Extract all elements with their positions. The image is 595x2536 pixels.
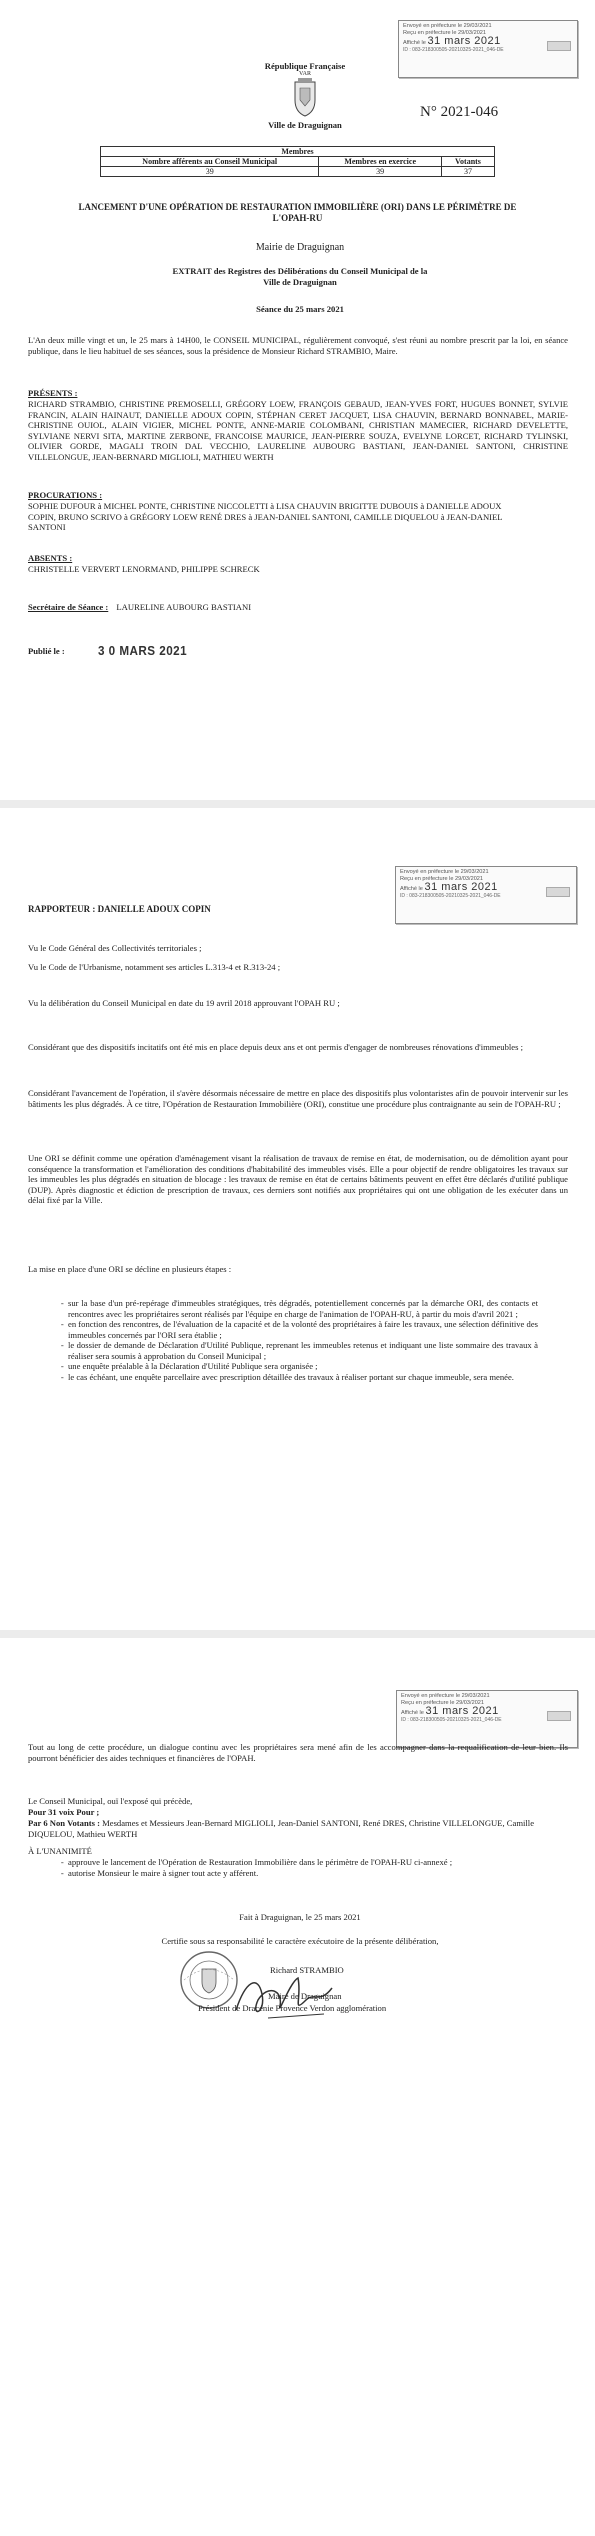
deliberation-number: N° 2021-046 [420, 104, 499, 120]
page-divider [0, 1630, 595, 1638]
members-value-votants: 37 [441, 167, 494, 177]
members-value-afferents: 39 [101, 167, 319, 177]
certifie-label: Certifie sous sa responsabilité le caractère exécutoire de la présente délibération, [161, 1936, 439, 1946]
republic-label: République Française [264, 61, 346, 71]
extract-label: EXTRAIT des Registres des Délibérations du Conseil Municipal de la Ville de Draguignan [172, 266, 428, 287]
transmission-stamp [398, 20, 578, 78]
transmission-stamp [396, 1690, 578, 1748]
stamp-line: Envoyé en préfecture le 29/03/2021 [400, 869, 489, 875]
considerant-1: Considérant que des dispositifs incitatifs ont été mis en place depuis deux ans et ont permis d'engager de nombreuses rénovations d'immeubles ; [28, 1042, 523, 1052]
procurations-list: SOPHIE DUFOUR à MICHEL PONTE, CHRISTINE NICCOLETTI à LISA CHAUVIN BRIGITTE DUBOUIS à DANIELLE ADOUX COPIN, BRUNO SCRIVO à GRÉGORY LOEW RENÉ DRES à JEAN-DANIEL SANTONI, CAMILLE DIQUELOU à JEAN-DANIEL SANTONI [28, 501, 503, 532]
presents-list: RICHARD STRAMBIO, CHRISTINE PREMOSELLI, GRÉGORY LOEW, FRANÇOIS GEBAUD, JEAN-YVES FORT, HUGUES BONNET, SYLVIE FRANCIN, ALAIN HAINAUT, DANIELLE ADOUX COPIN, STÉPHAN CERET JACQUET, LISA CHAUVIN, BERNARD BONNABEL, MARIE-CHRISTINE OUIOL, ALAIN VIGIER, MICHEL PONTE, ANNE-MARIE COLOMBANI, CHRISTIAN MAMECIER, RICHARD DEVELETTE, SYLVIANE NERVI SITA, MARTINE ZERBONE, FRANCOISE MAURICE, JEAN-PIERRE SOUZA, EVELYNE LORCET, RICHARD TYLINSKI, OLIVIER GORDE, MAGALI TROIN DAL VECCHIO, LAURELINE AUBOURG BASTIANI, JEAN-DANIEL SANTONI, CHRISTINE VILLELONGUE, JEAN-BERNARD MIGLIOLI, MATHIEU WERTH [28, 399, 568, 462]
members-header-afferents: Nombre afférents au Conseil Municipal [101, 157, 319, 167]
presents-label: PRÉSENTS : [28, 388, 78, 398]
secretaire-label: Secrétaire de Séance : [28, 602, 109, 612]
stamp-line: Reçu en préfecture le 29/03/2021 [403, 30, 487, 37]
step-item: - le dossier de demande de Déclaration d'Utilité Publique, reprenant les immeubles retenus et indiquant une liste sommaire des travaux à réaliser sera soumis à approbation du Conseil Municipal ; [68, 1340, 538, 1361]
secretaire-name: LAURELINE AUBOURG BASTIANI [116, 602, 252, 612]
stamp-id: ID : 083-218300505-20210325-2021_046-DE [400, 893, 501, 900]
publie-date-stamp: 3 0 MARS 2021 [98, 643, 188, 658]
ori-definition: Une ORI se définit comme une opération d'aménagement visant la réalisation de travaux de remise en état, de modernisation, ou de démolition ayant pour conséquence la transformation et l'amélioration des conditions d'habitabilité des immeubles visés. Elle a pour objectif de rendre obligatoires les travaux sur les immeubles les plus dégradés en situation de blocage : les travaux de remise en état de certains bâtiments peuvent en effet être déclarés d'utilité publique (DUP). Après diagnostic et édiction de prescription de travaux, ces derniers sont notifiés aux propriétaires qui ont une obligation de les exécuter dans un délai fixé par la Ville. [28, 1153, 568, 1205]
stamp-logo [547, 41, 571, 51]
steps-list [46, 1298, 538, 1382]
stamp-line: Reçu en préfecture le 29/03/2021 [401, 1700, 485, 1707]
decision-non-votants [28, 1818, 548, 1839]
members-table [100, 146, 495, 177]
mairie-label: Mairie de Draguignan [255, 242, 345, 253]
action-item: - approuve le lancement de l'Opération de Restauration Immobilière dans le périmètre de l'OPAH-RU ci-annexé ; [68, 1857, 548, 1868]
decision-intro: Le Conseil Municipal, ouï l'exposé qui précède, [28, 1796, 193, 1806]
publie-label: Publié le : [28, 646, 65, 656]
rapporteur-label: RAPPORTEUR : DANIELLE ADOUX COPIN [28, 904, 211, 914]
motto-label: VAR [299, 71, 311, 77]
actions-list [46, 1857, 548, 1878]
stamp-line: Envoyé en préfecture le 29/03/2021 [403, 23, 492, 29]
absents-label: ABSENTS : [28, 553, 73, 563]
step-item: - en fonction des rencontres, de l'évaluation de la capacité et de la volonté des propriétaires à faire les travaux, une sélection définitive des immeubles concernés par l'ORI sera établie ; [68, 1319, 538, 1340]
non-votants-list: Mesdames et Messieurs Jean-Bernard MIGLIOLI, Jean-Daniel SANTONI, René DRES, Christine VILLELONGUE, Camille DIQUELOU, Mathieu WERTH [28, 1818, 535, 1839]
unanimite-label: À L'UNANIMITÉ [28, 1846, 92, 1856]
secretaire-line [28, 602, 251, 613]
step-item: - une enquête préalable à la Déclaration d'Utilité Publique sera organisée ; [68, 1361, 538, 1372]
absents-list: CHRISTELLE VERVERT LENORMAND, PHILIPPE SCHRECK [28, 564, 260, 574]
stamp-logo [547, 1711, 571, 1721]
members-value-exercice: 39 [319, 167, 442, 177]
stamp-label: Affiché le [400, 885, 423, 892]
stamp-logo [546, 887, 570, 897]
steps-intro: La mise en place d'une ORI se décline en plusieurs étapes : [28, 1264, 232, 1274]
deliberation-title: LANCEMENT D'UNE OPÉRATION DE RESTAURATION IMMOBILIÈRE (ORI) DANS LE PÉRIMÈTRE DE L'OPAH-RU [78, 202, 517, 223]
city-crest-icon [292, 78, 318, 118]
fait-a-label: Fait à Draguignan, le 25 mars 2021 [239, 1912, 361, 1922]
stamp-line: Envoyé en préfecture le 29/03/2021 [401, 1693, 490, 1699]
signatory-role-president: Président de Dracénie Provence Verdon agglomération [198, 2003, 387, 2013]
members-header-exercice: Membres en exercice [319, 157, 442, 167]
vu-deliberation: Vu la délibération du Conseil Municipal en date du 19 avril 2018 approuvant l'OPAH RU ; [28, 998, 340, 1008]
stamp-date: 31 mars 2021 [427, 34, 501, 47]
seance-label: Séance du 25 mars 2021 [256, 304, 344, 314]
page-3 [0, 1650, 595, 2536]
action-item: - autorise Monsieur le maire à signer tout acte y afférent. [68, 1868, 548, 1879]
members-table-title: Membres [101, 147, 495, 157]
city-label: Ville de Draguignan [268, 120, 342, 130]
step-item: - le cas échéant, une enquête parcellaire avec prescription détaillée des travaux à réaliser portant sur chaque immeuble, sera menée. [68, 1372, 538, 1383]
vu-urbanisme: Vu le Code de l'Urbanisme, notamment ses articles L.313-4 et R.313-24 ; [28, 962, 281, 972]
considerant-2: Considérant l'avancement de l'opération, il s'avère désormais nécessaire de mettre en place des dispositifs plus volontaristes afin de pouvoir intervenir sur les bâtiments les plus dégradés. À ce titre, l'Opération de Restauration Immobilière (ORI), constitue une procédure plus contraignante au sein de l'OPAH-RU ; [28, 1088, 568, 1109]
stamp-id: ID : 083-218300505-20210325-2021_046-DE [401, 1717, 502, 1724]
intro-paragraph: L'An deux mille vingt et un, le 25 mars à 14H00, le CONSEIL MUNICIPAL, régulièrement convoqué, s'est réuni au nombre prescrit par la loi, en séance publique, dans le lieu habituel de ses séances, sous la présidence de Monsieur Richard STRAMBIO, Maire. [28, 335, 568, 356]
page-divider [0, 800, 595, 808]
page-2 [0, 820, 595, 1620]
stamp-date: 31 mars 2021 [425, 1704, 499, 1717]
decision-votes-pour: Pour 31 voix Pour ; [28, 1807, 100, 1817]
signatory-role-mayor: Maire de Draguignan [268, 1991, 342, 2001]
step-item: - sur la base d'un pré-repérage d'immeubles stratégiques, très dégradés, potentiellement concernés par la démarche ORI, des contacts et rencontres avec les propriétaires seront réalisés par l'équipe en charge de l'animation de l'OPAH-RU, à partir du mois d'avril 2021 ; [68, 1298, 538, 1319]
dialogue-paragraph: Tout au long de cette procédure, un dialogue continu avec les propriétaires sera mené afin de les accompagner dans la requalification de leur bien. Ils pourront bénéficier des aides techniques et financières de l'OPAH. [28, 1742, 568, 1763]
page-1 [0, 0, 595, 790]
non-votants-label: Par 6 Non Votants : [28, 1818, 100, 1828]
signatory-name: Richard STRAMBIO [270, 1965, 344, 1975]
vu-cgct: Vu le Code Général des Collectivités territoriales ; [28, 943, 202, 953]
stamp-label: Affiché le [401, 1709, 424, 1716]
procurations-label: PROCURATIONS : [28, 490, 103, 500]
transmission-stamp [395, 866, 577, 924]
members-header-votants: Votants [441, 157, 494, 167]
stamp-date: 31 mars 2021 [424, 880, 498, 893]
stamp-label: Affiché le [403, 39, 426, 46]
stamp-line: Reçu en préfecture le 29/03/2021 [400, 876, 484, 883]
stamp-id: ID : 083-218300505-20210325-2021_046-DE [403, 47, 504, 54]
